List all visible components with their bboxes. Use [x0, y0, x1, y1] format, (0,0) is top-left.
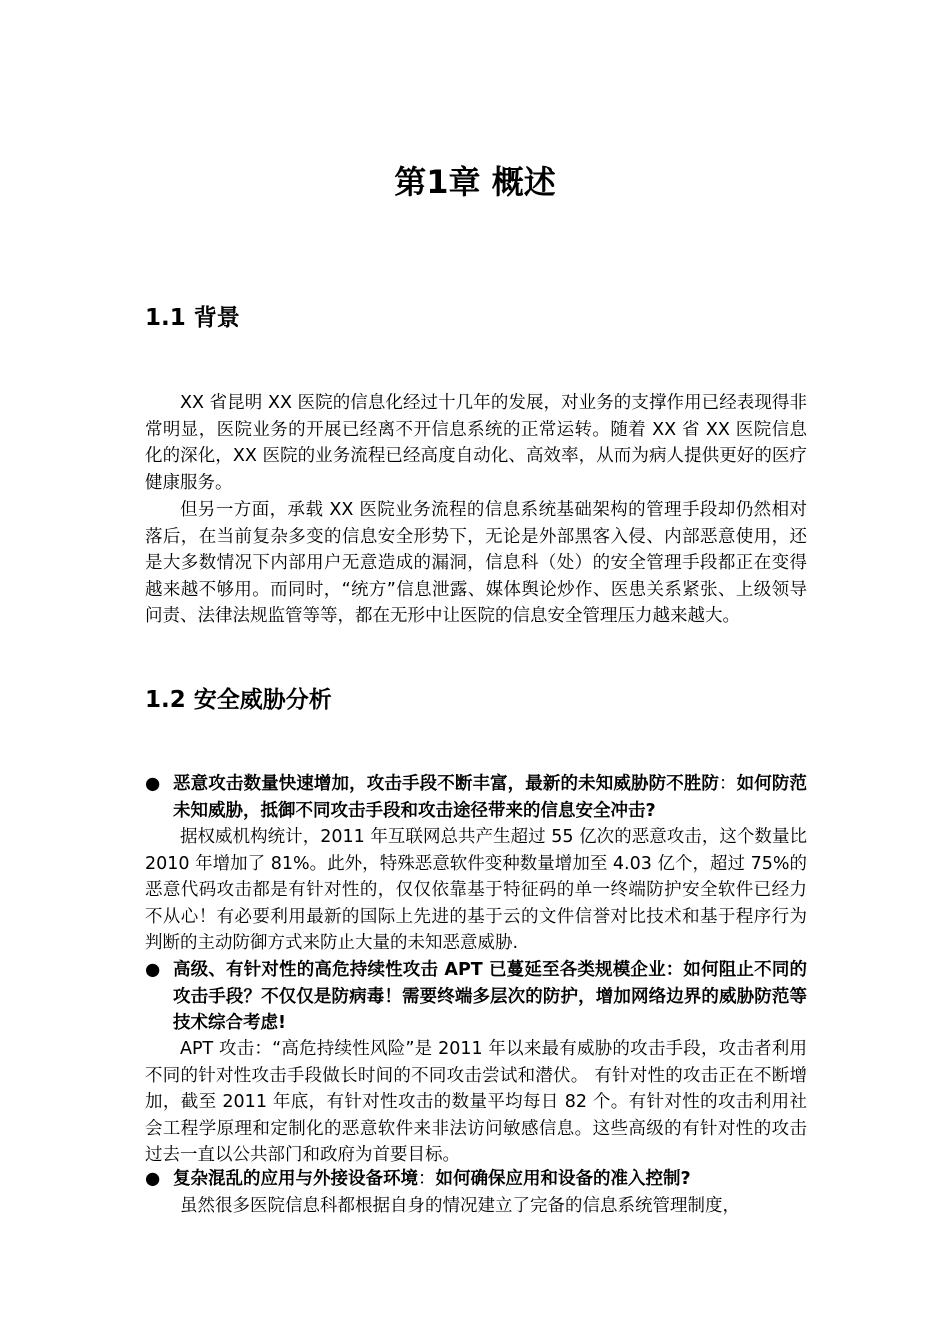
bullet-marker: ●	[145, 960, 161, 980]
threat-bullet-2	[145, 957, 807, 1037]
threat-body-1: 据权威机构统计，2011 年互联网总共产生超过 55 亿次的恶意攻击，这个数量比 2010 年增加了 81%。此外，特殊恶意软件变种数量增加至 4.03 亿个，超过 75%的恶意代码攻击都是有针对性的，仅仅依靠基于特征码的单一终端防护安全软件已经力不从心！有必要利用最新的国际上先进的基于云的文件信誉对比技术和基于程序行为判断的主动防御方式来防止大量的未知恶意威胁.	[145, 827, 807, 953]
bullet-colon: ：	[719, 774, 737, 794]
background-paragraph-2: 但另一方面，承载 XX 医院业务流程的信息系统基础架构的管理手段却仍然相对落后，在当前复杂多变的信息安全形势下，无论是外部黑客入侵、内部恶意使用，还是大多数情况下内部用户无意造成的漏洞，信息科（处）的安全管理手段都正在变得越来越不够用。而同时，“统方”信息泄露、媒体舆论炒作、医患关系紧张、上级领导问责、法律法规监管等等，都在无形中让医院的信息安全管理压力越来越大。	[145, 500, 807, 626]
chapter-title: 第1章 概述	[394, 163, 556, 201]
bullet-marker: ●	[145, 774, 161, 794]
threat-body-3: 虽然很多医院信息科都根据自身的情况建立了完备的信息系统管理制度，	[180, 1196, 740, 1216]
threat-bullet-3	[145, 1166, 807, 1193]
threat-bullet-1	[145, 771, 807, 824]
section-heading-background: 1.1 背景	[145, 305, 240, 331]
section-heading-threat-analysis: 1.2 安全威胁分析	[145, 687, 332, 713]
bullet-question-text: 如何确保应用和设备的准入控制?	[435, 1169, 691, 1189]
bullet-lead-text: 恶意攻击数量快速增加，攻击手段不断丰富，最新的未知威胁防不胜防	[173, 774, 720, 794]
bullet-colon: ：	[418, 1169, 436, 1189]
background-paragraph-1: XX 省昆明 XX 医院的信息化经过十几年的发展，对业务的支撑作用已经表现得非常明显，医院业务的开展已经离不开信息系统的正常运转。随着 XX 省 XX 医院信息化的深化，XX 医院的业务流程已经高度自动化、高效率，从而为病人提供更好的医疗健康服务。	[145, 393, 807, 493]
bullet-marker: ●	[145, 1169, 161, 1189]
threat-body-2: APT 攻击：“高危持续性风险”是 2011 年以来最有威胁的攻击手段，攻击者利用不同的针对性攻击手段做长时间的不同攻击尝试和潜伏。 有针对性的攻击正在不断增加，截至 2011 年底，有针对性攻击的数量平均每日 82 个。有针对性的攻击利用社会工程学原理和定制化的恶意软件来非法访问敏感信息。这些高级的有针对性的攻击过去一直以公共部门和政府为首要目标。	[145, 1039, 807, 1165]
bullet-lead-text: 复杂混乱的应用与外接设备环境	[173, 1169, 418, 1189]
bullet-lead-text: 高级、有针对性的高危持续性攻击 APT 已蔓延至各类规模企业：如何阻止不同的攻击手段？不仅仅是防病毒！需要终端多层次的防护，增加网络边界的威胁防范等技术综合考虑!	[173, 960, 807, 1033]
bullet-question-text: 如何防范未知威胁，抵御不同攻击手段和攻击途径带来的信息安全冲击?	[173, 774, 808, 821]
